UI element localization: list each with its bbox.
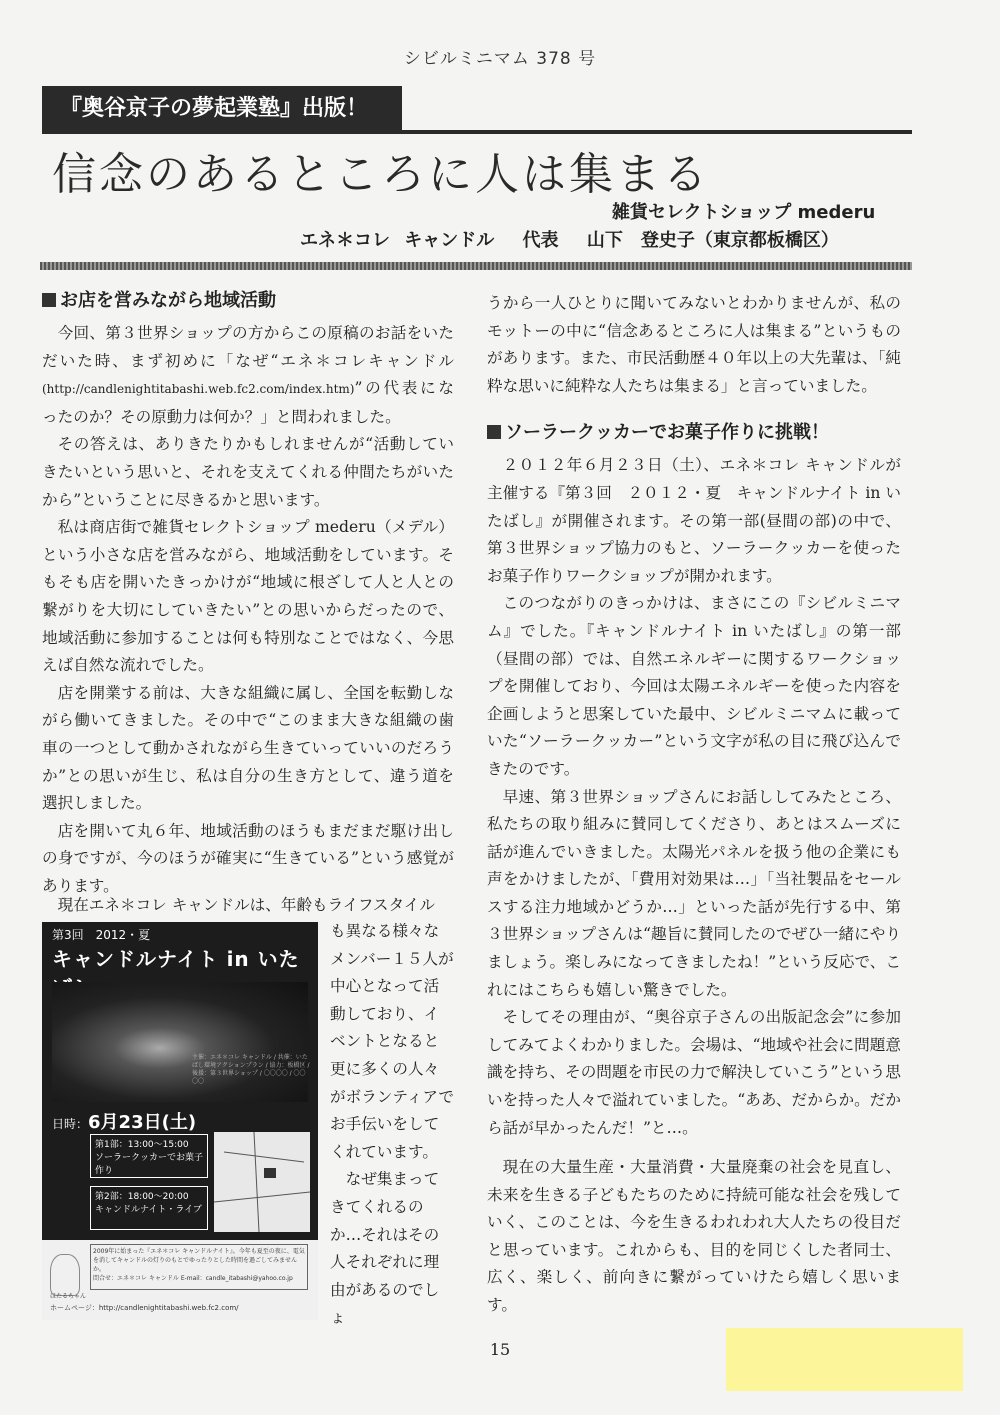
page-number: 15 xyxy=(489,1340,511,1359)
paragraph: なぜ集まってきてくれるのか…それはその人それぞれに理由があるのでしょ xyxy=(330,1170,440,1327)
flyer-credits: 主催：エネ＊コレ キャンドル / 共催：いたばし環境アクションプラン / 協力：板橋区 / 後援：第３世界ショップ / 〇〇〇〇 / 〇〇〇〇 xyxy=(192,1054,310,1085)
banner-underline xyxy=(42,130,912,134)
author-shop: 雑貨セレクトショップ mederu xyxy=(612,202,876,223)
paragraph: 店を開いて丸６年、地域活動のほうもまだまだ駆け出しの身ですが、今のほうが確実に“生きている”という感覚があります。 xyxy=(42,821,454,895)
paragraph: 店を開業する前は、大きな組織に属し、全国を転勤しながら働いてきました。その中で“このまま大きな組織の歯車の一つとして動かされながら生きていっていいのだろうか”との思いが生じ、私は自分の生き方として、違う道を選択しました。 xyxy=(42,683,454,813)
headline: 信念のあるところに人は集まる xyxy=(52,149,710,200)
flyer-part2: 第2部：18:00〜20:00 キャンドルナイト・ライブ xyxy=(90,1186,208,1230)
author-line xyxy=(300,226,853,252)
flyer-date: 日時：6月23日(土) xyxy=(52,1112,197,1133)
sticky-note xyxy=(726,1328,963,1391)
flyer-edition: 第3回 2012・夏 xyxy=(52,928,151,942)
square-icon xyxy=(487,425,501,439)
url-link[interactable]: (http://candlenightitabashi.web.fc2.com/index.htm) xyxy=(42,382,355,397)
square-icon xyxy=(42,293,56,307)
paragraph: 現在エネ＊コレ キャンドルは、年齢もライフスタイル xyxy=(57,896,435,914)
author-org: エネ＊コレ キャンドル xyxy=(300,230,495,251)
paragraph: ２０１２年６月２３日（土）、エネ＊コレ キャンドルが主催する『第３回 ２０１２・夏 キャンドルナイト in いたばし』が開催されます。その第一部(昼間の部)の中で、第３世界ショップ協力のもと、ソーラークッカーを使ったお菓子作りワークショップが開かれます。 xyxy=(487,456,901,585)
paragraph: その答えは、ありきたりかもしれませんが“活動していきたいという思いと、それを支えてくれる仲間たちがいたから”ということに尽きるかと思います。 xyxy=(42,435,454,509)
author-name: 山下 登史子（東京都板橋区） xyxy=(586,230,839,251)
flyer-footer xyxy=(42,1240,318,1320)
flyer-part1: 第1部：13:00〜15:00 ソーラークッカーでお菓子作り xyxy=(90,1134,208,1178)
flyer-map xyxy=(214,1132,310,1232)
event-flyer-image xyxy=(42,922,318,1320)
paragraph: 私は商店街で雑貨セレクトショップ mederu（メデル）という小さな店を営みながら、地域活動をしています。そもそも店を開いたきっかけが“地域に根ざして人と人との繋がりを大切にしていきたい”との思いからだったので、地域活動に参加することは何も特別なことではなく、今思えば自然な流れでした。 xyxy=(42,518,454,675)
flyer-title: キャンドルナイト in いた xyxy=(52,947,300,971)
section-heading: お店を営みながら地域活動 xyxy=(42,286,454,316)
left-column xyxy=(42,286,454,900)
paragraph: 早速、第３世界ショップさんにお話ししてみたところ、私たちの取り組みに賛同してくださり、あとはスムーズに話が進んでいきました。太陽光パネルを扱う他の企業にも声をかけましたが、「費用対効果は…」「当社製品をセールスする注力地域かどうか…」といった話が先行する中、第３世界ショップさんは“趣旨に賛同したのでぜひ一緒にやりましょう。楽しみになってきましたね！”という反応で、これにはこちらも嬉しい驚きでした。 xyxy=(487,787,901,999)
banner: 『奥谷京子の夢起業塾』出版！ xyxy=(42,86,402,132)
flyer-info-box: 2009年に始まった『エネ＊コレ キャンドルナイト』。今年も夏至の夜に、電気を消してキャンドルの灯りのもとでゆったりとした時間を過ごしてみませんか。 問合せ：エネ＊コレ キャンドル E-mail：candle_itabashi@yahoo.co.jp xyxy=(90,1244,308,1290)
narrow-column xyxy=(330,918,454,1332)
issue-header: シビルミニマム 378 号 xyxy=(403,49,597,69)
flyer-homepage: ホームページ：http://candlenightitabashi.web.fc2.com/ xyxy=(50,1304,239,1312)
mascot-icon xyxy=(50,1254,80,1296)
section-heading: ソーラークッカーでお菓子作りに挑戦！ xyxy=(487,418,901,448)
mascot-label: ほたるちゃん xyxy=(50,1293,87,1300)
paragraph: うから一人ひとりに聞いてみないとわかりませんが、私のモットーの中に“信念あるところに人は集まる”というものがあります。また、市民活動歴４０年以上の大先輩は、「純粋な思いに純粋な人たちは集まる」と言っていました。 xyxy=(487,294,901,395)
map-icon xyxy=(214,1132,310,1232)
paragraph: そしてその理由が、“奥谷京子さんの出版記念会”に参加してみてよくわかりました。会場は、“地域や社会に問題意識を持ち、その問題を市民の力で解決していこう”という思いを持った人々で溢れていました。“ああ、だからか。だから話が早かったんだ！”と…。 xyxy=(487,1008,901,1137)
paragraph: 今回、第３世界ショップの方からこの原稿のお話をいただいた時、まず初めに「なぜ“エネ＊コレキャンドル(http://candlenightitabashi.web.fc2.com/index.htm)”の代表になったのか？その原動力は何か？」と問われました。 xyxy=(42,324,454,426)
paragraph: も異なる様々なメンバー１５人が中心となって活動しており、イベントとなると更に多くの人々がボランティアでお手伝いをしてくれています。 xyxy=(330,922,454,1161)
paragraph: このつながりのきっかけは、まさにこの『シビルミニマム』でした。『キャンドルナイト in いたばし』の第一部（昼間の部）では、自然エネルギーに関するワークショップを開催しており、今回は太陽エネルギーを使った内容を企画しようと思案していた最中、シビルミニマムに載っていた“ソーラークッカー”という文字が私の目に飛び込んできたのです。 xyxy=(487,594,901,778)
author-role: 代表 xyxy=(522,230,559,251)
closing-paragraph: 現在の大量生産・大量消費・大量廃棄の社会を見直し、未来を生きる子どもたちのために持続可能な社会を残していく、このことは、今を生きるわれわれ大人たちの役目だと思っています。これからも、目的を同じくした者同士、広く、楽しく、前向きに繋がっていけたら嬉しく思います。 xyxy=(487,1158,901,1314)
right-column xyxy=(487,290,901,1142)
divider-rule xyxy=(40,262,912,270)
